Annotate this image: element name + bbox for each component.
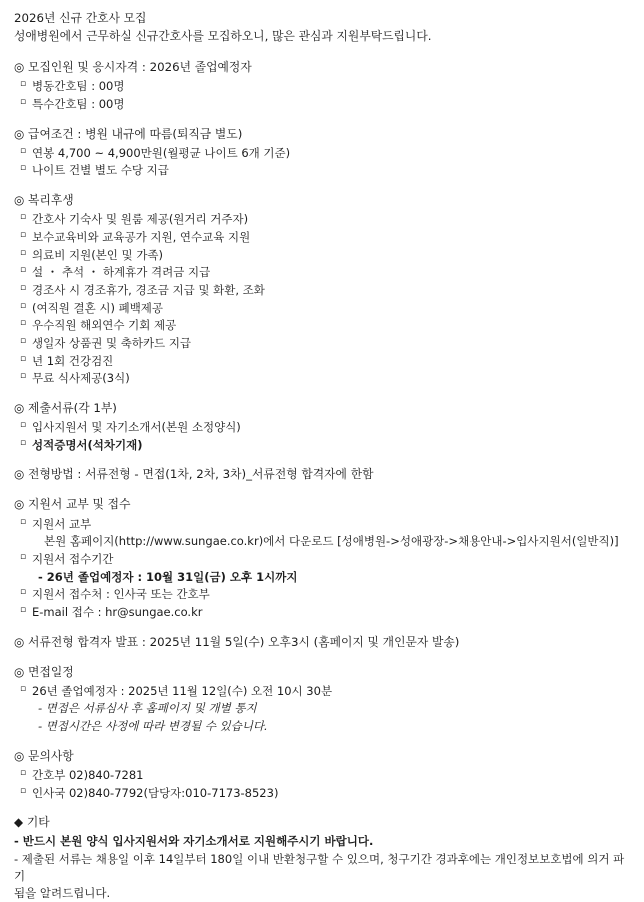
square-bullet-icon: ▫ [20, 371, 27, 382]
list-item [14, 604, 630, 621]
square-bullet-icon: ▫ [20, 145, 27, 156]
section-application-distribution [14, 496, 630, 620]
list-item-label: 성적증명서(석차기재) [32, 437, 143, 452]
etc-note-1: - 반드시 본원 양식 입사지원서와 자기소개서로 지원해주시기 바랍니다. [14, 834, 374, 849]
etc-note-3: 됨을 알려드립니다. [14, 886, 111, 901]
application-download-note: 본원 홈페이지(http://www.sungae.co.kr)에서 다운로드 [성애병원->성애광장->채용안내->입사지원서(일반직)] [44, 534, 619, 549]
square-bullet-icon: ▫ [20, 516, 27, 527]
list-item-label: 나이트 건별 별도 수당 지급 [32, 163, 169, 178]
list-item-label: 26년 졸업예정자 : 2025년 11월 12일(수) 오전 10시 30분 [32, 683, 333, 698]
section-contact [14, 748, 630, 801]
square-bullet-icon: ▫ [20, 212, 27, 223]
square-bullet-icon: ▫ [20, 335, 27, 346]
list-item [14, 437, 630, 454]
interview-note: - 면접은 서류심사 후 홈페이지 및 개별 통지 [38, 701, 257, 716]
page-title: 2026년 신규 간호사 모집 [14, 11, 147, 25]
list-item [14, 317, 630, 334]
list-item [14, 229, 630, 246]
list-item [14, 300, 630, 317]
square-bullet-icon: ▫ [20, 247, 27, 258]
section-heading: ◎ 급여조건 : 병원 내규에 따름(퇴직금 별도) [14, 126, 243, 141]
list-item [14, 516, 630, 533]
list-item-label: 특수간호팀 : 00명 [32, 96, 125, 111]
square-bullet-icon: ▫ [20, 300, 27, 311]
list-item [14, 78, 630, 95]
list-item-label: 생일자 상품권 및 축하카드 지급 [32, 335, 192, 350]
list-item-label: 간호부 02)840-7281 [32, 767, 144, 782]
square-bullet-icon: ▫ [20, 96, 27, 107]
list-item-label: (여직원 결혼 시) 폐백제공 [32, 300, 164, 315]
square-bullet-icon: ▫ [20, 604, 27, 615]
list-item [14, 370, 630, 387]
etc-note-2: - 제출된 서류는 채용일 이후 14일부터 180일 이내 반환청구할 수 있으며, 청구기간 경과후에는 개인정보보호법에 의거 파기 [14, 851, 625, 883]
list-item [14, 683, 630, 700]
section-selection-method [14, 466, 630, 483]
list-item-label: 우수직원 해외연수 기회 제공 [32, 318, 177, 333]
list-item-label: 의료비 지원(본인 및 가족) [32, 247, 164, 262]
list-item [14, 586, 630, 603]
list-item [14, 419, 630, 436]
square-bullet-icon: ▫ [20, 419, 27, 430]
list-item [14, 767, 630, 784]
square-bullet-icon: ▫ [20, 229, 27, 240]
section-benefits [14, 192, 630, 387]
section-recruitment-count [14, 59, 630, 112]
list-item [14, 162, 630, 179]
section-heading: ◎ 서류전형 합격자 발표 : 2025년 11월 5일(수) 오후3시 (홈페이지 및 개인문자 발송) [14, 634, 460, 649]
section-documents [14, 400, 630, 453]
list-item-label: 인사국 02)840-7792(담당자:010-7173-8523) [32, 785, 279, 800]
square-bullet-icon: ▫ [20, 587, 27, 598]
section-heading: ◎ 제출서류(각 1부) [14, 400, 117, 415]
square-bullet-icon: ▫ [20, 437, 27, 448]
section-interview-schedule [14, 664, 630, 735]
list-item [14, 353, 630, 370]
list-item-label: 간호사 기숙사 및 원룸 제공(원거리 거주자) [32, 212, 249, 227]
list-item-label: 지원서 접수처 : 인사국 또는 간호부 [32, 587, 210, 602]
section-heading: ◎ 문의사항 [14, 748, 74, 763]
etc-heading: ◆ 기타 [14, 815, 50, 830]
list-item [14, 551, 630, 568]
list-item-label: 입사지원서 및 자기소개서(본원 소정양식) [32, 419, 241, 434]
list-item [14, 282, 630, 299]
list-item [14, 96, 630, 113]
section-results-announcement [14, 634, 630, 651]
section-heading: ◎ 복리후생 [14, 193, 74, 208]
square-bullet-icon: ▫ [20, 767, 27, 778]
section-salary [14, 126, 630, 179]
square-bullet-icon: ▫ [20, 353, 27, 364]
section-etc [14, 814, 630, 902]
list-item [14, 211, 630, 228]
list-item-label: 병동간호팀 : 00명 [32, 79, 125, 94]
square-bullet-icon: ▫ [20, 683, 27, 694]
list-item-label: 경조사 시 경조휴가, 경조금 지급 및 화환, 조화 [32, 282, 265, 297]
list-item [14, 247, 630, 264]
section-heading: ◎ 모집인원 및 응시자격 : 2026년 졸업예정자 [14, 60, 252, 75]
list-item [14, 145, 630, 162]
square-bullet-icon: ▫ [20, 318, 27, 329]
list-item [14, 335, 630, 352]
square-bullet-icon: ▫ [20, 163, 27, 174]
square-bullet-icon: ▫ [20, 265, 27, 276]
square-bullet-icon: ▫ [20, 282, 27, 293]
list-item [14, 785, 630, 802]
square-bullet-icon: ▫ [20, 551, 27, 562]
list-item-label: E-mail 접수 : hr@sungae.co.kr [32, 604, 203, 619]
list-item-label: 년 1회 건강검진 [32, 353, 114, 368]
square-bullet-icon: ▫ [20, 79, 27, 90]
list-item-label: 설 ・ 추석 ・ 하계휴가 격려금 지급 [32, 265, 211, 280]
interview-note: - 면접시간은 사정에 따라 변경될 수 있습니다. [38, 719, 268, 734]
list-item-label: 지원서 접수기간 [32, 551, 114, 566]
list-item-label: 연봉 4,700 ~ 4,900만원(월평균 나이트 6개 기준) [32, 145, 291, 160]
list-item-label: 무료 식사제공(3식) [32, 371, 130, 386]
section-heading: ◎ 전형방법 : 서류전형 - 면접(1차, 2차, 3차)_서류전형 합격자에 한함 [14, 467, 374, 482]
application-deadline-note: - 26년 졸업예정자 : 10월 31일(금) 오후 1시까지 [38, 569, 298, 584]
list-item [14, 264, 630, 281]
section-heading: ◎ 면접일정 [14, 664, 74, 679]
list-item-label: 보수교육비와 교육공가 지원, 연수교육 지원 [32, 229, 251, 244]
list-item-label: 지원서 교부 [32, 516, 92, 531]
page-subtitle: 성애병원에서 근무하실 신규간호사를 모집하오니, 많은 관심과 지원부탁드립니다. [14, 29, 432, 44]
square-bullet-icon: ▫ [20, 785, 27, 796]
section-heading: ◎ 지원서 교부 및 접수 [14, 497, 131, 512]
